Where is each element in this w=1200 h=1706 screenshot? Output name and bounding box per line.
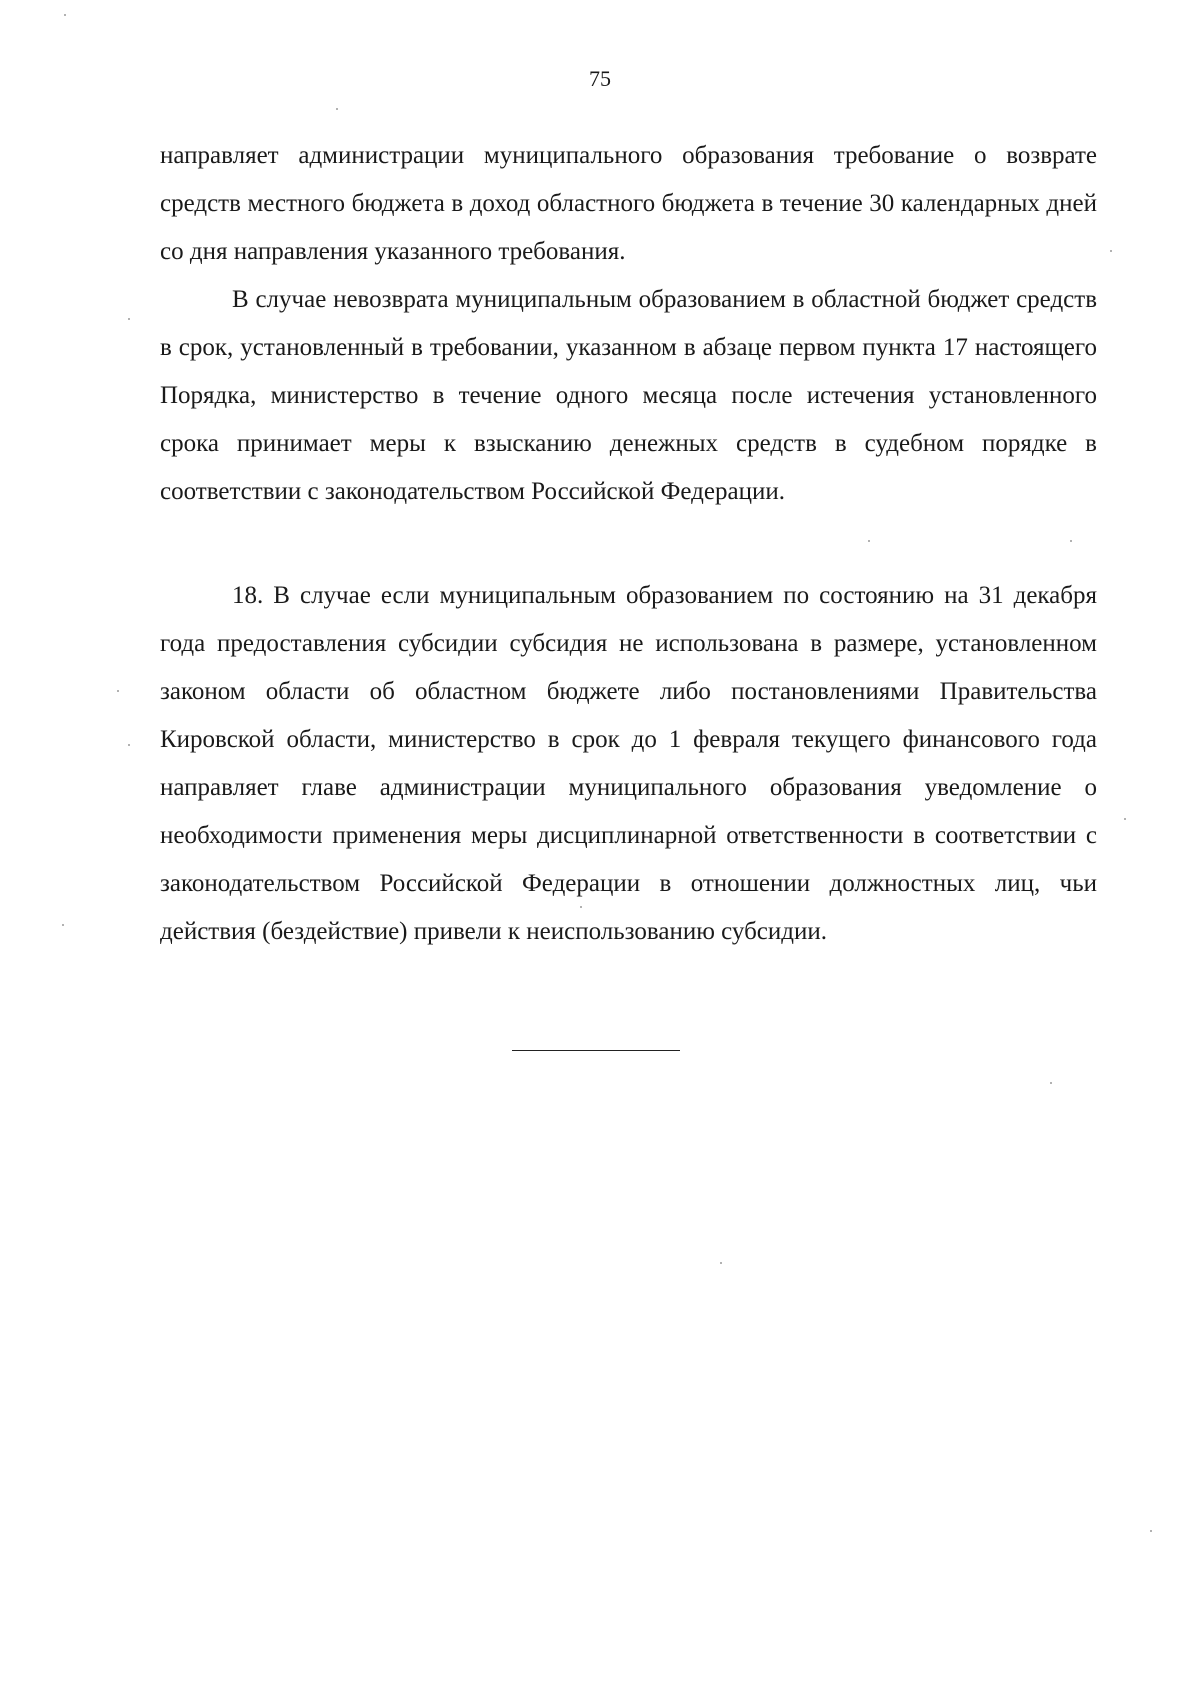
end-of-document-rule [512,1050,680,1051]
scan-speck [1124,818,1126,820]
scan-speck [1050,1082,1052,1084]
page-number: 75 [589,66,611,91]
scan-speck [720,1262,722,1264]
paragraph-continuation: направляет администрации муниципального образования требование о возврате средств местного бюджета в доход областного бюджета в течение 30 календарных дней со дня направления указанного требования. [160,142,1097,265]
scan-speck [62,924,64,926]
scan-speck [1150,1530,1152,1532]
scan-speck [1110,250,1112,252]
paragraph-item-18: 18. В случае если муниципальным образованием по состоянию на 31 декабря года предоставления субсидии субсидия не использована в размере, установленном законом области об областном бюджете либо постановлениями Правительства Кировской области, министерство в срок до 1 февраля текущего финансового года направляет главе администрации муниципального образования уведомление о необходимости применения меры дисциплинарной ответственности в соответствии с законодательством Российской Федерации в отношении должностных лиц, чьи действия (бездействие) привели к неиспользованию субсидии. [160,582,1097,945]
scan-speck [868,540,870,542]
scan-speck [336,108,338,110]
scan-speck [1070,540,1072,542]
scan-speck [64,14,66,16]
paragraph-nonreturn-recovery: В случае невозврата муниципальным образованием в областной бюджет средств в срок, установленный в требовании, указанном в абзаце первом пункта 17 настоящего Порядка, министерство в течение одного месяца после истечения установленного срока принимает меры к взысканию денежных средств в судебном порядке в соответствии с законодательством Российской Федерации. [160,286,1097,505]
scan-speck [128,744,130,746]
scan-speck [580,906,582,908]
scan-speck [117,690,119,692]
scan-speck [128,318,130,320]
